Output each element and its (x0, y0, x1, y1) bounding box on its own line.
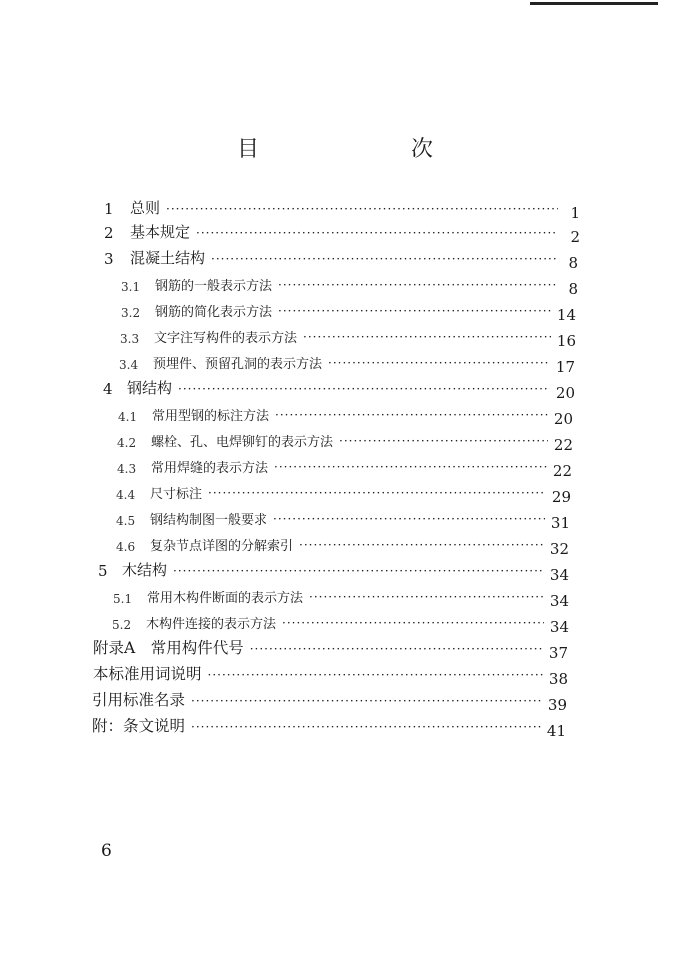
toc-entry-number: 4.3 (117, 462, 137, 476)
toc-entry-label: 常用木构件断面的表示方法 (147, 591, 304, 606)
toc-entry-page: 41 (546, 722, 566, 740)
toc-entry-3-4[interactable] (119, 350, 575, 376)
toc-entry-page: 34 (549, 618, 569, 636)
toc-entry-page: 31 (550, 514, 570, 532)
toc-entry-label: 木构件连接的表示方法 (146, 617, 277, 632)
toc-entry-number: 4.4 (116, 488, 136, 502)
toc-entry-page: 22 (553, 436, 573, 454)
toc-entry-page: 8 (568, 254, 578, 272)
toc-entry-label: 引用标准名录 (92, 691, 186, 709)
toc-entry-label: 复杂节点详图的分解索引 (150, 539, 294, 554)
toc-leader-dots (303, 330, 551, 344)
toc-entry-page: 17 (555, 358, 575, 376)
toc-entry-number: 3.3 (120, 332, 140, 346)
toc-entry-page: 37 (548, 644, 568, 662)
toc-leader-dots (309, 590, 544, 604)
toc-entry-number: 1 (104, 200, 114, 218)
toc-entry-label: 总则 (130, 199, 161, 217)
toc-leader-dots (178, 382, 550, 396)
toc-entry-page: 34 (549, 592, 569, 610)
toc-entry-label: 附录A 常用构件代号 (93, 639, 244, 657)
toc-entry-3-1[interactable] (121, 272, 578, 298)
toc-entry-label: 文字注写构件的表示方法 (154, 331, 298, 346)
toc-entry-label: 钢结构制图一般要求 (150, 513, 268, 528)
toc-entry-label: 钢结构 (127, 379, 173, 397)
toc-entry-number: 5 (98, 562, 108, 580)
toc-leader-dots (278, 278, 556, 292)
toc-entry-3-2[interactable] (121, 298, 576, 324)
toc-leader-dots (250, 642, 543, 656)
toc-entry-number: 2 (104, 224, 114, 242)
toc-entry-label: 木结构 (122, 561, 168, 579)
toc-leader-dots (328, 356, 550, 370)
toc-entry-number: 5.2 (112, 618, 132, 632)
toc-entry-4-3[interactable] (117, 454, 572, 480)
toc-leader-dots (208, 668, 543, 682)
toc-entry-wording[interactable] (93, 662, 568, 688)
toc-entry-label: 本标准用词说明 (93, 665, 202, 683)
toc-entry-5[interactable] (98, 558, 569, 584)
toc-entry-page: 22 (552, 462, 572, 480)
toc-entry-label: 钢筋的一般表示方法 (155, 279, 273, 294)
toc-entry-5-1[interactable] (113, 584, 569, 610)
toc-entry-page: 39 (547, 696, 567, 714)
toc-entry-number: 3.1 (121, 280, 141, 294)
toc-leader-dots (191, 694, 542, 708)
toc-entry-page: 1 (570, 204, 580, 222)
toc-leader-dots (173, 564, 544, 578)
toc-leader-dots (196, 226, 558, 240)
toc-leader-dots (278, 304, 551, 318)
toc-entry-page: 32 (549, 540, 569, 558)
toc-entry-4-1[interactable] (118, 402, 573, 428)
toc-entry-3[interactable] (104, 246, 578, 272)
toc-leader-dots (211, 252, 556, 266)
toc-leader-dots (299, 538, 544, 552)
toc-entry-number: 4.1 (118, 410, 138, 424)
toc-entry-page: 29 (551, 488, 571, 506)
toc-entry-appendix-a[interactable] (93, 636, 568, 662)
toc-entry-4-6[interactable] (116, 532, 569, 558)
toc-leader-dots (274, 460, 547, 474)
toc-entry-number: 4.5 (116, 514, 136, 528)
toc-entry-page: 16 (556, 332, 576, 350)
toc-leader-dots (191, 720, 541, 734)
toc-entry-page: 14 (556, 306, 576, 324)
toc-entry-number: 4.6 (116, 540, 136, 554)
toc-entry-page: 8 (568, 280, 578, 298)
toc-leader-dots (282, 616, 544, 630)
table-of-contents (0, 196, 676, 756)
footer-page-number: 6 (101, 841, 112, 861)
toc-entry-label: 基本规定 (130, 223, 191, 241)
toc-entry-number: 5.1 (113, 592, 133, 606)
toc-leader-dots (273, 512, 545, 526)
toc-entry-number: 4 (103, 380, 113, 398)
toc-entry-4[interactable] (103, 376, 575, 402)
toc-entry-page: 2 (570, 228, 580, 246)
toc-entry-page: 20 (555, 384, 575, 402)
toc-entry-4-4[interactable] (116, 480, 571, 506)
toc-entry-label: 预埋件、预留孔洞的表示方法 (153, 357, 323, 372)
toc-entry-number: 3 (104, 250, 114, 268)
toc-entry-page: 38 (548, 670, 568, 688)
toc-entry-3-3[interactable] (120, 324, 576, 350)
toc-leader-dots (339, 434, 548, 448)
toc-leader-dots (166, 202, 558, 216)
toc-entry-2[interactable] (104, 220, 580, 246)
toc-entry-label: 螺栓、孔、电焊铆钉的表示方法 (151, 435, 334, 450)
toc-entry-5-2[interactable] (112, 610, 569, 636)
toc-leader-dots (275, 408, 548, 422)
toc-entry-1[interactable] (104, 196, 580, 222)
page-title: 目 次 (236, 137, 469, 162)
toc-entry-explanation[interactable] (92, 714, 566, 740)
toc-entry-page: 34 (549, 566, 569, 584)
top-rule (530, 2, 658, 5)
toc-entry-references[interactable] (92, 688, 567, 714)
toc-entry-label: 常用焊缝的表示方法 (151, 461, 269, 476)
toc-leader-dots (208, 486, 546, 500)
toc-entry-label: 常用型钢的标注方法 (152, 409, 270, 424)
toc-entry-number: 3.2 (121, 306, 141, 320)
toc-entry-number: 4.2 (117, 436, 137, 450)
toc-entry-label: 尺寸标注 (150, 487, 203, 502)
toc-entry-label: 钢筋的简化表示方法 (155, 305, 273, 320)
toc-entry-label: 混凝土结构 (130, 249, 206, 267)
toc-entry-4-2[interactable] (117, 428, 573, 454)
toc-entry-label: 附：条文说明 (92, 717, 186, 735)
toc-entry-page: 20 (553, 410, 573, 428)
toc-entry-4-5[interactable] (116, 506, 570, 532)
toc-entry-number: 3.4 (119, 358, 139, 372)
